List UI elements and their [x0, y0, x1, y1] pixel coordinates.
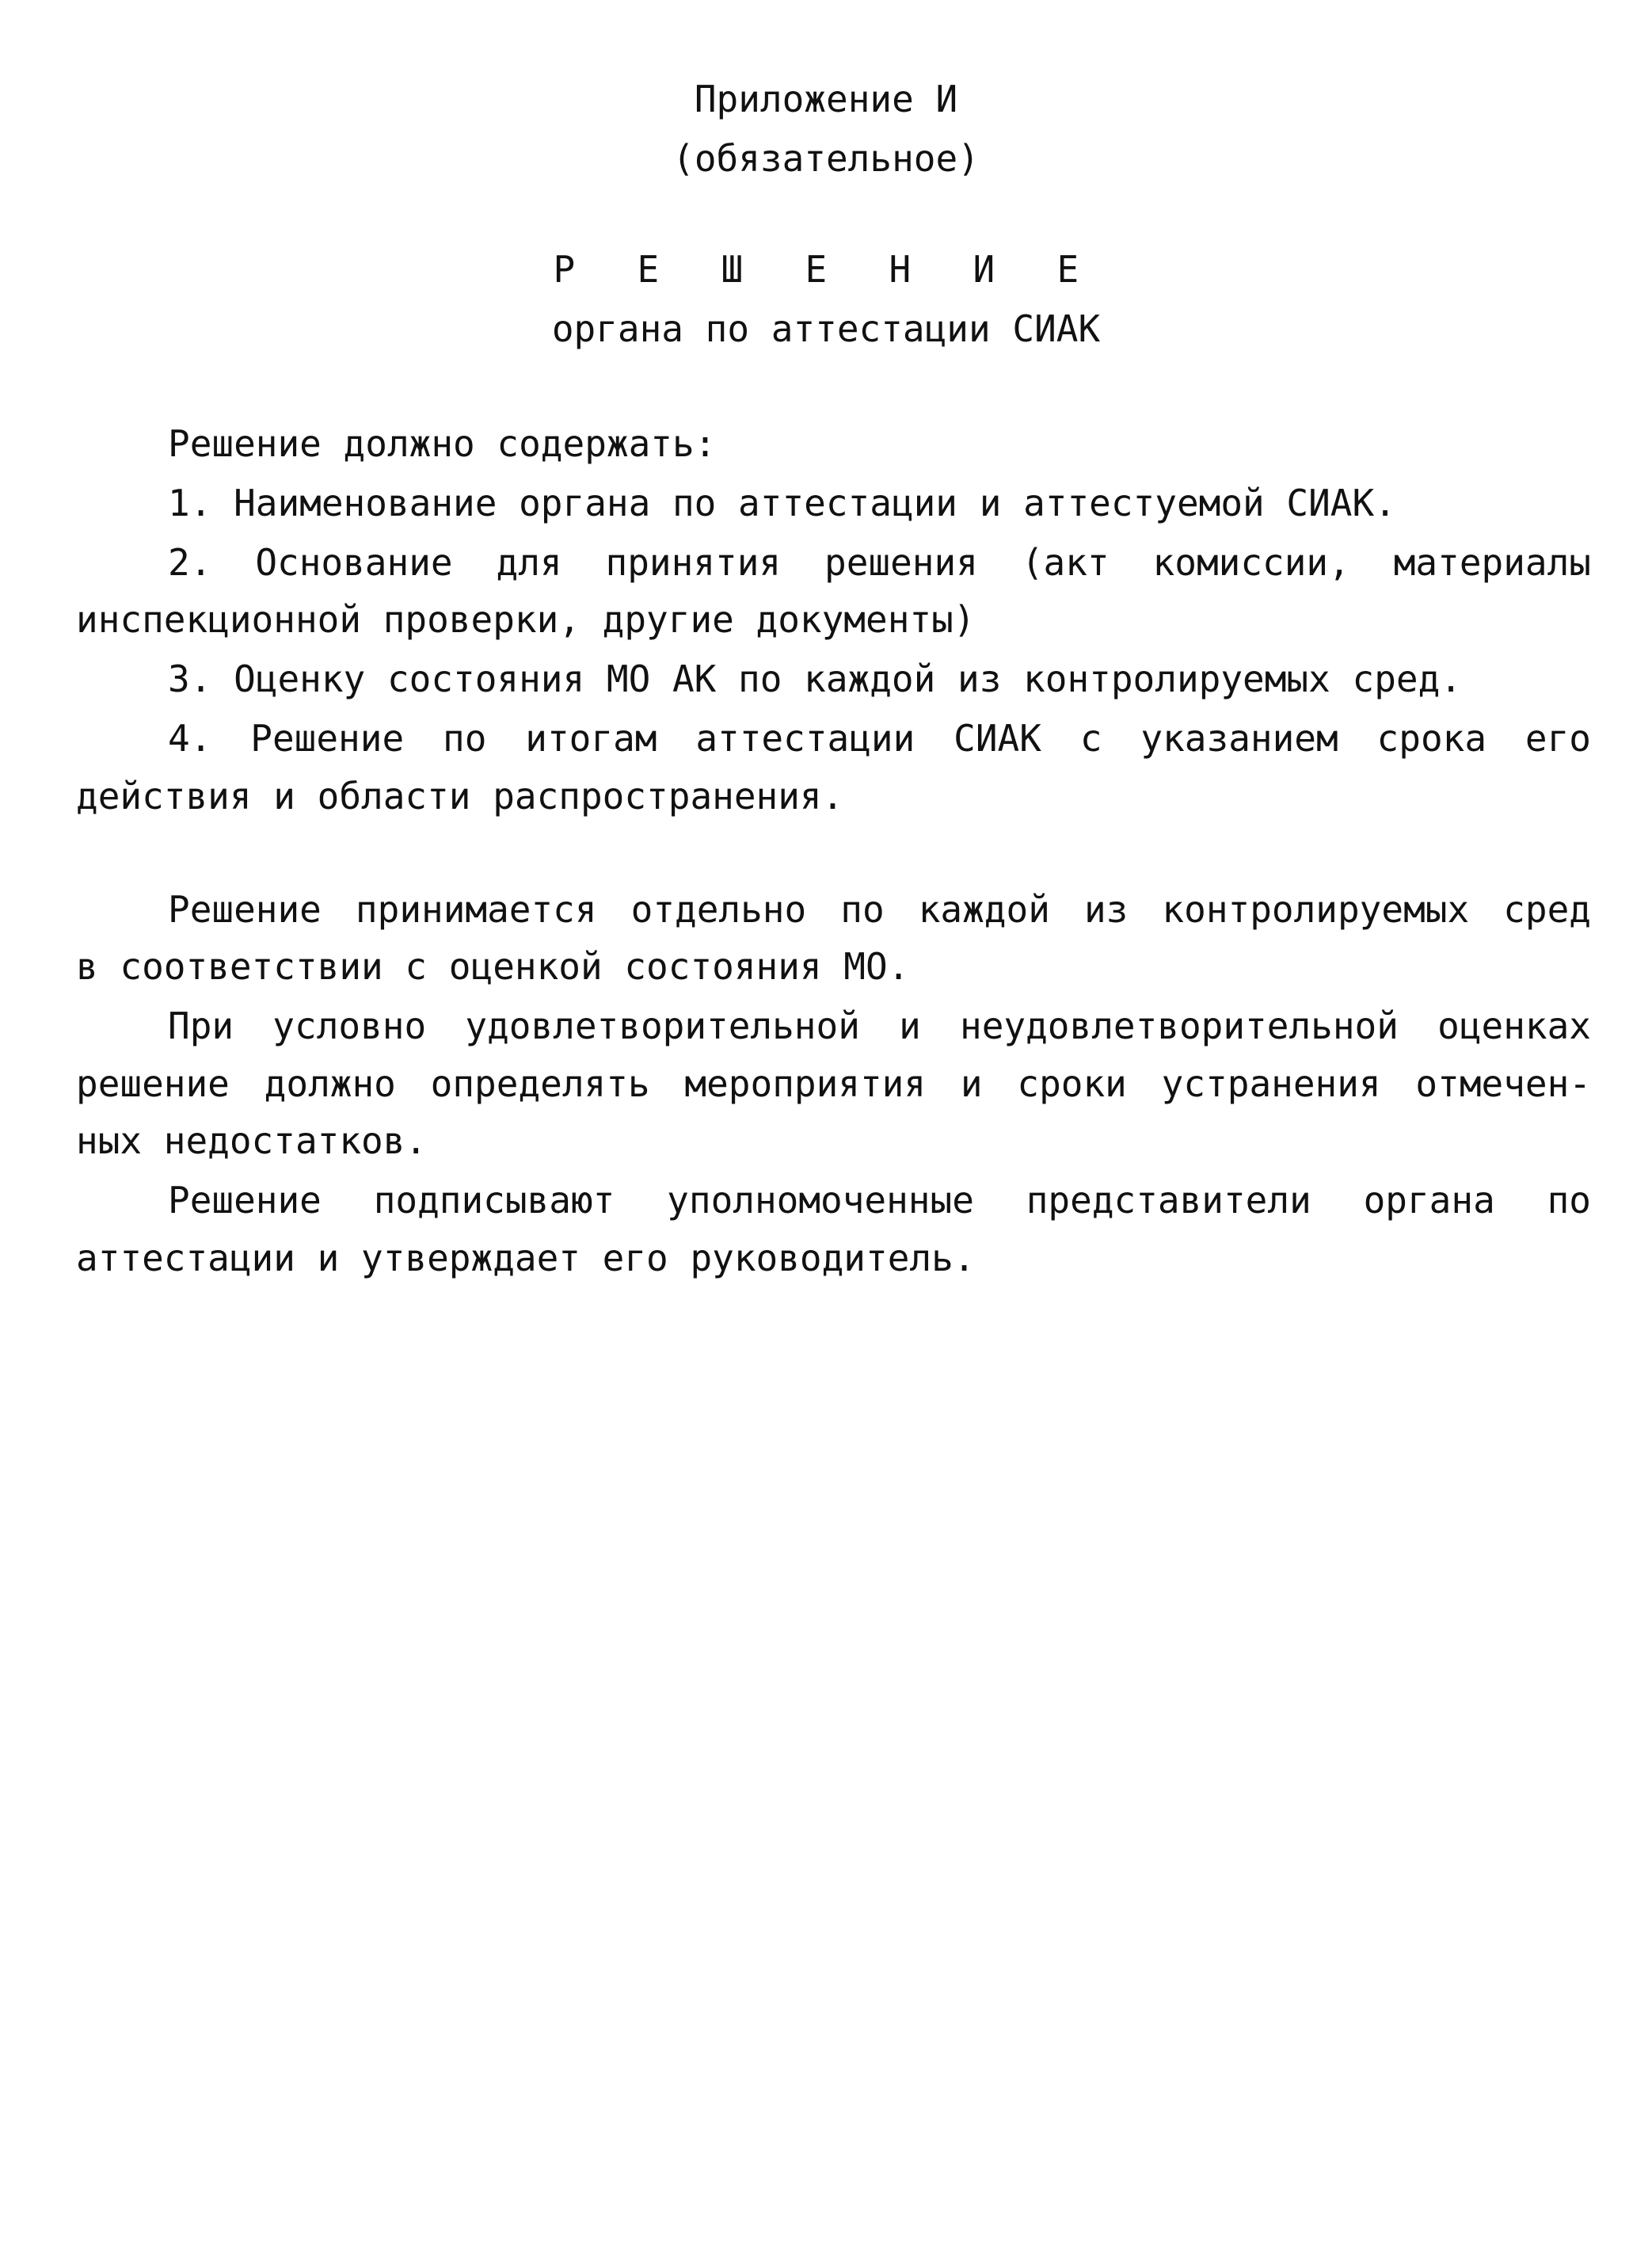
- paragraph-1-line-2: в соответствии с оценкой состояния МО.: [76, 945, 910, 988]
- appendix-label: Приложение И: [694, 78, 958, 120]
- paragraph-2-line-3: ных недостатков.: [76, 1119, 428, 1162]
- list-item-3: 3. Оценку состояния МО АК по каждой из контролируемых сред.: [168, 658, 1462, 700]
- paragraph-3-line-2: аттестации и утверждает его руководитель.: [76, 1237, 976, 1279]
- list-item-2-line-1: 2. Основание для принятия решения (акт комиссии, материалы: [168, 541, 1591, 584]
- document-title: Р Е Ш Е Н И Е: [553, 248, 1099, 291]
- appendix-status: (обязательное): [672, 137, 980, 180]
- paragraph-1-line-1: Решение принимается отдельно по каждой из контролируемых сред: [168, 888, 1591, 931]
- list-item-2-line-2: инспекционной проверки, другие документы): [76, 598, 976, 641]
- paragraph-2-line-2: решение должно определять мероприятия и сроки устранения отмечен-: [76, 1062, 1591, 1105]
- list-item-1: 1. Наименование органа по аттестации и аттестуемой СИАК.: [168, 482, 1396, 524]
- document-subtitle: органа по аттестации СИАК: [551, 307, 1101, 350]
- paragraph-3-line-1: Решение подписывают уполномоченные представители органа по: [168, 1179, 1591, 1222]
- intro-line: Решение должно содержать:: [168, 422, 717, 465]
- paragraph-2-line-1: При условно удовлетворительной и неудовлетворительной оценках: [168, 1004, 1591, 1047]
- list-item-4-line-1: 4. Решение по итогам аттестации СИАК с указанием срока его: [168, 717, 1591, 760]
- list-item-4-line-2: действия и области распространения.: [76, 775, 844, 818]
